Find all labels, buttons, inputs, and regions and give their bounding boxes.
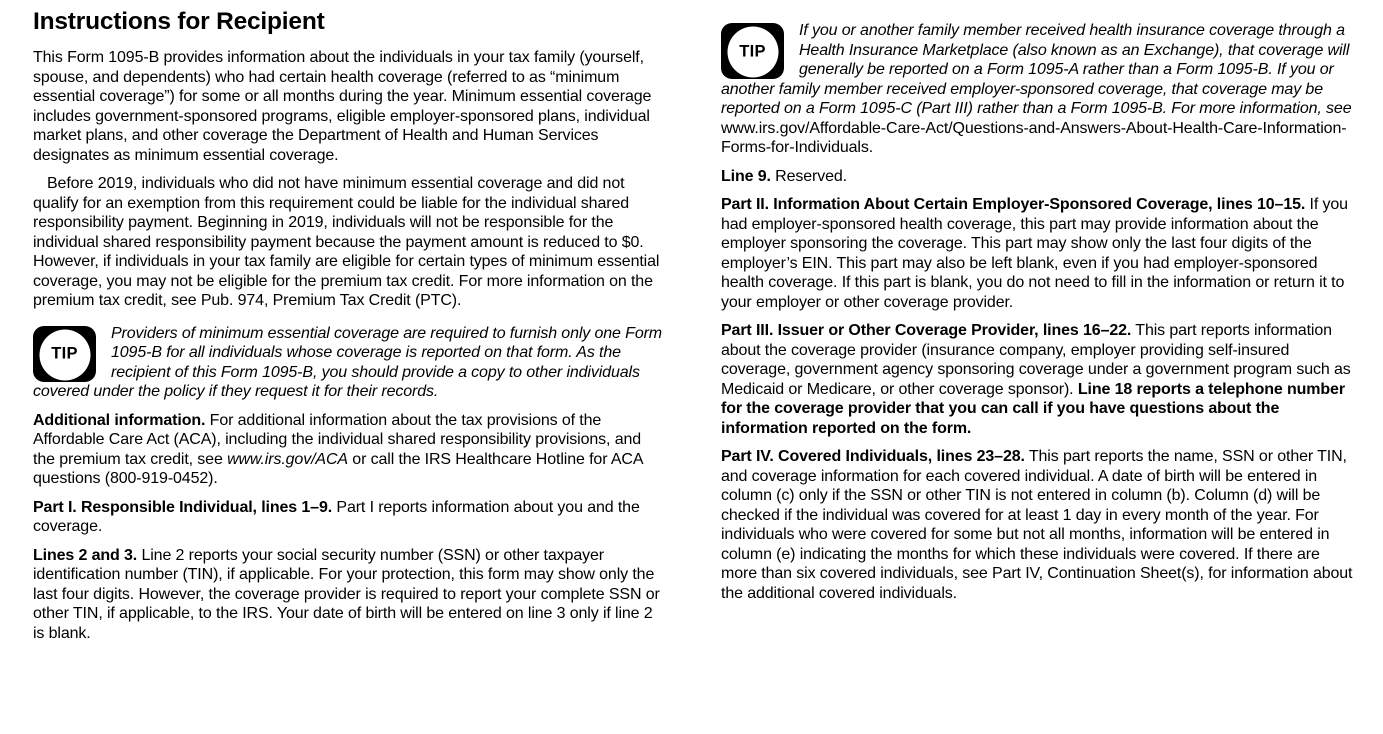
text-run: Additional information. [33, 411, 206, 429]
text-run: www.irs.gov/Affordable-Care-Act/Questions-and-Answers-About-Health-Care-Information-Forms-for-Individuals. [721, 119, 1347, 156]
two-column-layout [33, 8, 1355, 652]
text-run: Line 2 reports your social security number (SSN) or other taxpayer identification number (TIN), if applicable. For your protection, this form may show only the last four digits. However, the coverage provider is required to report your complete SSN or other TIN, if applicable, to the IRS. Your date of birth will be entered on line 3 only if line 2 is blank. [33, 546, 660, 642]
text-run: Line 9. [721, 167, 771, 185]
text-run: If you or another family member received health insurance coverage through a Health Insurance Marketplace (also known as an Exchange), that coverage will generally be reported on a Form 1095-A rather than a Form 1095-B. If you or another family member received employer-sponsored coverage, that coverage may be reported on a Form 1095-C (Part III) rather than a Form 1095-B. For more information, see [721, 22, 1352, 117]
paragraph [33, 498, 667, 537]
paragraph [33, 411, 667, 489]
paragraph [33, 546, 667, 644]
text-run: Lines 2 and 3. [33, 546, 138, 564]
tip-paragraph [721, 21, 1355, 158]
text-run: This Form 1095-B provides information about the individuals in your tax family (yourself, spouse, and dependents) who had certain health coverage (referred to as “minimum essential coverage”) for some or all months during the year. Minimum essential coverage includes government-sponsored programs, eligible employer-sponsored plans, individual market plans, and other coverage the Department of Health and Human Services designates as minimum essential coverage. [33, 49, 652, 164]
paragraph [721, 195, 1355, 312]
page-title: Instructions for Recipient [33, 8, 325, 35]
tip-icon-circle [39, 329, 90, 380]
paragraph [33, 48, 667, 165]
text-run: Reserved. [770, 167, 848, 185]
left-column [33, 8, 667, 652]
text-run: This part reports the name, SSN or other TIN, and coverage information for each covered individual. A date of birth will be entered in column (c) only if the SSN or other TIN is not entered in column (b). Column (d) will be checked if the individual was covered for at least 1 day in every month of the year. For individuals who were covered for some but not all months, information will be entered in column (e) indicating the months for which these individuals were covered. If there are more than six covered individuals, see Part IV, Continuation Sheet(s), for information about the additional covered individuals. [721, 448, 1353, 602]
tip-icon-label: TIP [739, 42, 766, 61]
text-run: If you had employer-sponsored health coverage, this part may provide information about the employer sponsoring the coverage. This part may show only the last four digits of the employer’s EIN. This part may also be left blank, even if you had employer-sponsored health coverage. If this part is blank, you do not need to fill in the information or return it to your employer or other coverage provider. [721, 196, 1348, 311]
tip-paragraph [33, 324, 667, 402]
text-run: or call the IRS Healthcare Hotline for ACA questions (800-919-0452). [33, 450, 643, 487]
text-run: Part IV. Covered Individuals, lines 23–28. [721, 448, 1025, 465]
tip-icon [33, 326, 96, 382]
text-run: Part I reports information about you and the coverage. [33, 498, 640, 535]
tip-icon [721, 23, 784, 79]
paragraph [721, 321, 1355, 438]
text-run: For additional information about the tax provisions of the Affordable Care Act (ACA), including the individual shared responsibility provisions, and the premium tax credit, see [33, 411, 642, 468]
text-run: Providers of minimum essential coverage are required to furnish only one Form 1095-B for all individuals whose coverage is reported on that form. As the recipient of this Form 1095-B, you should provide a copy to other individuals covered under the policy if they request it for their records. [33, 324, 663, 400]
paragraph [721, 167, 1355, 187]
text-run: Part III. Issuer or Other Coverage Provider, lines 16–22. [721, 322, 1132, 339]
text-run: www.irs.gov/ACA [227, 450, 348, 468]
text-run: Part I. Responsible Individual, lines 1–9. [33, 498, 333, 516]
paragraph [33, 174, 667, 311]
text-run: Part II. Information About Certain Employer-Sponsored Coverage, lines 10–15. [721, 196, 1306, 213]
tip-icon-circle [727, 27, 778, 78]
paragraph [721, 447, 1355, 603]
text-run: Before 2019, individuals who did not have minimum essential coverage and did not qualify for an exemption from this requirement could be liable for the individual shared responsibility payment. Beginning in 2019, individuals will not be responsible for the individual shared responsibility payment because the payment amount is reduced to $0. However, if individuals in your tax family are eligible for certain types of minimum essential coverage, you may not be eligible for the premium tax credit. For more information on the premium tax credit, see Pub. 974, Premium Tax Credit (PTC). [33, 175, 660, 309]
text-run: Line 18 reports a telephone number for the coverage provider that you can call if you have questions about the information reported on the form. [721, 380, 1345, 437]
tip-icon-label: TIP [51, 344, 78, 363]
text-run: This part reports information about the coverage provider (insurance company, employer providing self-insured coverage, government agency sponsoring coverage under a government program such as Medicaid or Medicare, or other coverage sponsor). [721, 322, 1351, 398]
right-column [721, 8, 1355, 652]
